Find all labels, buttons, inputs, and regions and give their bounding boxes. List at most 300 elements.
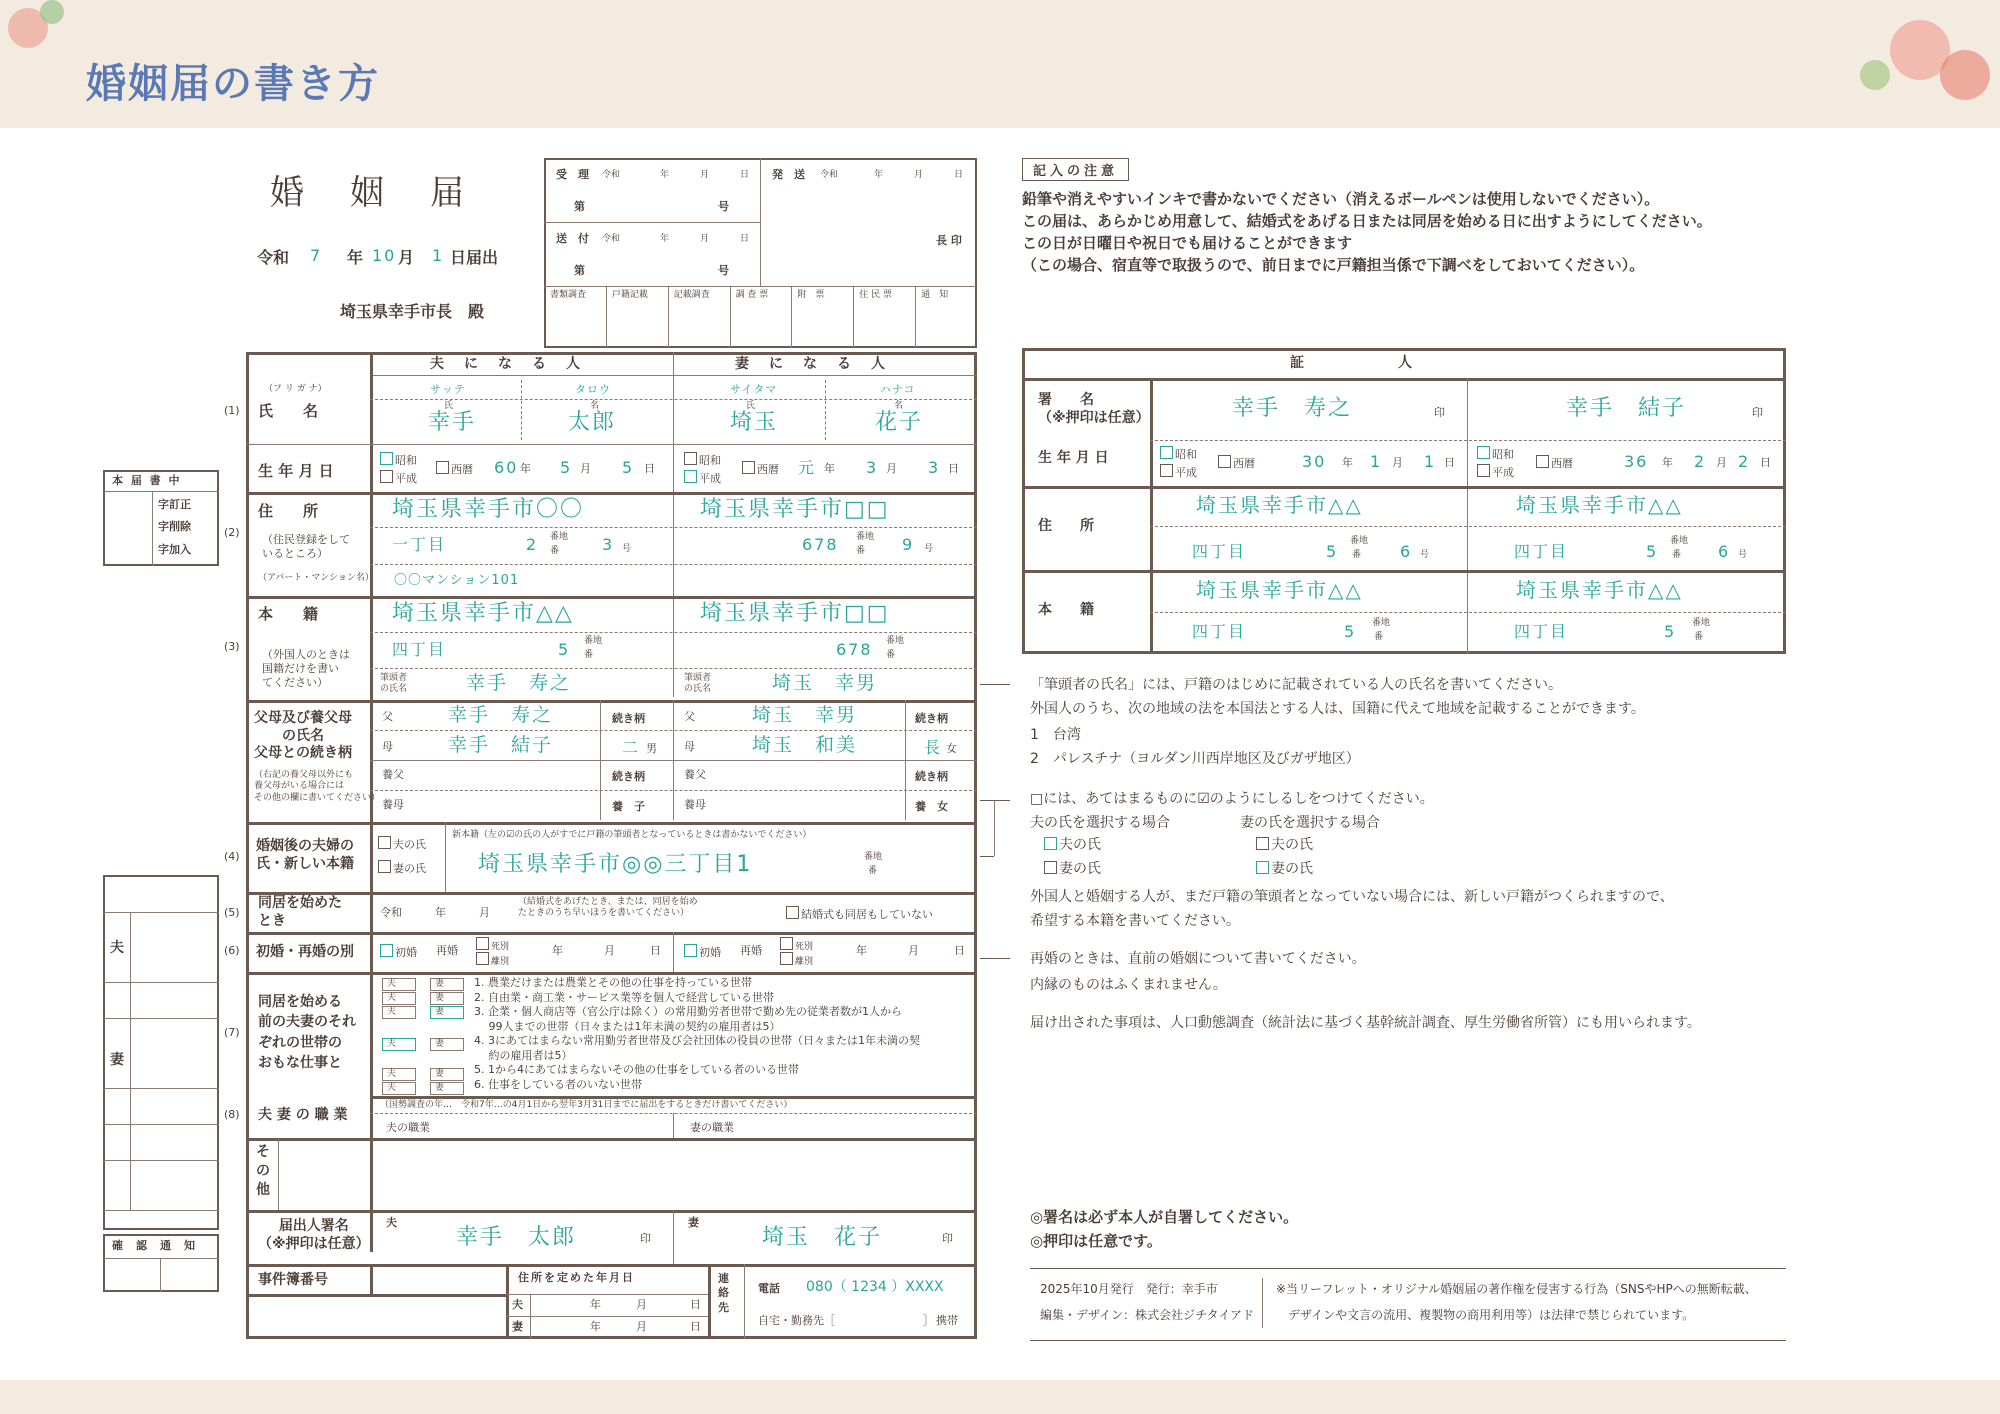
given-small-w: 名 xyxy=(894,401,904,411)
w-era-showa[interactable]: 昭和 xyxy=(699,454,721,467)
witness-header: 証 人 xyxy=(1290,355,1416,371)
w-father-name[interactable]: 埼玉 幸男 xyxy=(752,704,858,726)
residence-date-label: 住所を定めた年月日 xyxy=(518,1271,635,1284)
signature-label: 届出人署名 （※押印は任意） xyxy=(258,1218,370,1252)
husband-signature[interactable]: 幸手 太郎 xyxy=(456,1225,577,1250)
h-birth-month[interactable]: 5 xyxy=(560,458,573,477)
office-reiwa-2: 令和 xyxy=(602,234,621,244)
witness-honseki-label: 本 籍 xyxy=(1038,602,1094,618)
w-month-unit: 月 xyxy=(886,462,897,475)
h-day-unit: 日 xyxy=(644,462,655,475)
head-note-1: 「筆頭者の氏名」には、戸籍のはじめに記載されている人の氏名を書いてください。 xyxy=(1030,677,1562,693)
res-h-day: 日 xyxy=(690,1298,701,1311)
w1-year-unit: 年 xyxy=(1342,456,1353,469)
witness-1-seal: 印 xyxy=(1434,406,1445,419)
h-head-label: 筆頭者 の氏名 xyxy=(380,673,408,695)
head-note-2: 外国人のうち、次の地域の法を本国法とする人は、国籍に代えて地域を記載することができます。 xyxy=(1030,701,1645,717)
h-h-banchi: 番地 xyxy=(584,636,603,646)
w2-ban: 番 xyxy=(1672,550,1682,560)
office-year-3: 年 xyxy=(874,170,884,180)
husband-given[interactable]: 太郎 xyxy=(568,410,617,435)
row-number-1: (1) xyxy=(224,404,240,417)
strip-husband: 夫 xyxy=(110,940,124,956)
w1-h-ban: 番 xyxy=(1374,632,1384,642)
h-mt-day: 日 xyxy=(650,944,661,957)
sign-note-2: ◎押印は任意です。 xyxy=(1030,1232,1162,1250)
row-number-5: (5) xyxy=(224,906,240,919)
wife-furigana-surname[interactable]: サイタマ xyxy=(730,383,778,396)
witness-sign-label: 署 名 （※押印は任意） xyxy=(1038,392,1150,426)
occupation-option-1: 1. 農業だけまたは農業とその他の仕事を持っている世帯 xyxy=(474,976,752,989)
w-address-num[interactable]: 678 xyxy=(802,535,839,554)
case-h-opt-h: 夫の氏 xyxy=(1059,837,1101,853)
honseki-label: 本 籍 xyxy=(258,605,319,623)
office-month-3: 月 xyxy=(914,170,924,180)
footer-left-2: 編集・デザイン：株式会社ジチタイアド xyxy=(1040,1308,1254,1322)
h-banchi: 番地 xyxy=(550,532,569,542)
husband-furigana-given[interactable]: タロウ xyxy=(575,383,611,396)
wife-occupation-box-4[interactable]: 妻 xyxy=(430,1038,464,1051)
office-day-3: 日 xyxy=(954,170,964,180)
w1-seireki[interactable]: 西暦 xyxy=(1233,457,1255,470)
witness-1-name[interactable]: 幸手 寿之 xyxy=(1232,396,1353,421)
husband-occupation-box-5[interactable]: 夫 xyxy=(382,1068,416,1081)
office-go-1: 号 xyxy=(718,200,729,213)
case-w-opt-w: 妻の氏 xyxy=(1271,861,1313,877)
husband-occupation-box-2[interactable]: 夫 xyxy=(382,992,416,1005)
res-w-month: 月 xyxy=(636,1320,647,1333)
witness-2-seal: 印 xyxy=(1752,406,1763,419)
dispatch-label: 発 送 xyxy=(772,168,805,181)
w2-year-unit: 年 xyxy=(1662,456,1673,469)
cohabit-none[interactable]: 結婚式も同居もしていない xyxy=(801,908,933,921)
office-day-2: 日 xyxy=(740,234,750,244)
cohabit-note: （結婚式をあげたとき、または、同居を始め たときのうち早いほうを書いてください） xyxy=(518,897,698,919)
husband-seal: 印 xyxy=(640,1232,651,1245)
office-no-1: 第 xyxy=(574,200,585,213)
h-mother-name[interactable]: 幸手 結子 xyxy=(448,734,554,756)
h-apartment[interactable]: 〇〇マンション101 xyxy=(394,573,520,588)
w2-birth-month[interactable]: 2 xyxy=(1694,452,1707,471)
row-number-4: (4) xyxy=(224,850,240,863)
h-father-name[interactable]: 幸手 寿之 xyxy=(448,704,554,726)
w-relation-suffix: 女 xyxy=(946,742,957,755)
h-year-unit: 年 xyxy=(520,462,531,475)
h-address[interactable]: 埼玉県幸手市〇〇 xyxy=(392,497,585,522)
occupation-label-2: 夫 妻 の 職 業 xyxy=(258,1107,348,1123)
correction-item-3: 字加入 xyxy=(158,543,191,556)
w2-showa[interactable]: 昭和 xyxy=(1492,448,1514,461)
sign-note-1: ◎署名は必ず本人が自署してください。 xyxy=(1030,1208,1299,1226)
row-number-8: (8) xyxy=(224,1108,240,1121)
census-note: （国勢調査の年… 令和7年…の4月1日から翌年3月31日までに届出をするときだけ書いてください） xyxy=(380,1100,793,1110)
w1-showa[interactable]: 昭和 xyxy=(1175,448,1197,461)
address-label: 住 所 xyxy=(258,502,319,520)
w1-honseki[interactable]: 埼玉県幸手市△△ xyxy=(1196,578,1363,602)
surname-choice-label: 婚姻後の夫婦の 氏・新しい本籍 xyxy=(256,838,354,872)
w1-h-banchi: 番地 xyxy=(1372,618,1391,628)
note-line-1: 鉛筆や消えやすいインキで書かないでください（消えるボールペンは使用しないでください）。 xyxy=(1022,190,1660,208)
occupation-label: 同居を始める 前の夫妻のそれ ぞれの世帯の おもな仕事と xyxy=(258,994,356,1071)
w2-birth-year[interactable]: 36 xyxy=(1624,452,1649,471)
h-h-ban: 番 xyxy=(584,650,594,660)
w2-day-unit: 日 xyxy=(1760,456,1771,469)
case-h-opt-w: 妻の氏 xyxy=(1059,861,1101,877)
w1-go[interactable]: 6 xyxy=(1400,542,1413,561)
occupation-option-6: 約の雇用者は5） xyxy=(474,1048,573,1062)
wife-signature[interactable]: 埼玉 花子 xyxy=(762,1225,883,1250)
date-year-unit: 年 xyxy=(347,248,364,267)
office-go-2: 号 xyxy=(718,264,729,277)
wife-surname[interactable]: 埼玉 xyxy=(730,410,779,435)
w1-block[interactable]: 四丁目 xyxy=(1192,542,1247,561)
h-mt-year: 年 xyxy=(552,944,563,957)
row-number-2: (2) xyxy=(224,526,240,539)
w-relation[interactable]: 長 xyxy=(924,738,943,757)
footer-left-1: 2025年10月発行 発行：幸手市 xyxy=(1040,1282,1218,1296)
w2-h-banchi: 番地 xyxy=(1692,618,1711,628)
occupation-option-4: 99人までの世帯（日々または1年未満の契約の雇用者は5） xyxy=(474,1019,781,1033)
cohabit-date[interactable]: 令和 年 月 xyxy=(380,906,490,919)
w-era-seireki[interactable]: 西暦 xyxy=(757,463,779,476)
parents-sub: （右記の養父母以外にも 養父母がいる場合には その他の欄に書いてください） xyxy=(254,770,381,803)
h-father-label: 父 xyxy=(382,710,393,723)
wife-case: 妻の氏を選択する場合 xyxy=(1240,815,1380,831)
row-number-7: (7) xyxy=(224,1026,240,1039)
w1-heisei[interactable]: 平成 xyxy=(1175,466,1197,479)
w1-banchi: 番地 xyxy=(1350,536,1369,546)
remarriage-note-2: 内縁のものはふくまれません。 xyxy=(1030,977,1227,993)
note-line-4: （この場合、宿直等で取扱うので、前日までに戸籍担当係で下調べをしておいてください）。 xyxy=(1022,256,1645,274)
office-day-1: 日 xyxy=(740,170,750,180)
witness-2-name[interactable]: 幸手 結子 xyxy=(1566,396,1687,421)
name-label: 氏 名 xyxy=(258,402,319,420)
w-banchi: 番地 xyxy=(856,532,875,542)
h-adopt-rel: 続き柄 xyxy=(612,770,645,783)
h-era-showa[interactable]: 昭和 xyxy=(395,454,417,467)
h-adopt-mother: 養母 xyxy=(382,798,404,811)
w-go: 号 xyxy=(924,544,934,554)
office-reiwa-3: 令和 xyxy=(820,170,839,180)
footer-right-2: デザインや文言の流用、複製物の商用利用等）は法律で禁じられています。 xyxy=(1276,1308,1695,1322)
arrow-surname-note xyxy=(980,800,994,801)
flower-decoration-right-3 xyxy=(1860,60,1890,90)
w2-h-block[interactable]: 四丁目 xyxy=(1514,622,1569,641)
h-address-num[interactable]: 2 xyxy=(526,535,539,554)
flower-decoration-right-2 xyxy=(1940,50,1990,100)
stats-note: 届け出された事項は、人口動態調査（統計法に基づく基幹統計調査、厚生労働省所管）にも用いられます。 xyxy=(1030,1015,1701,1031)
witness-birth-label: 生 年 月 日 xyxy=(1038,450,1109,466)
w1-address[interactable]: 埼玉県幸手市△△ xyxy=(1196,493,1363,517)
w-adopt-rel: 続き柄 xyxy=(915,770,948,783)
h-adopt-father: 養父 xyxy=(382,768,404,781)
occupation-option-8: 6. 仕事をしている者のいない世帯 xyxy=(474,1077,642,1091)
correction-title: 本 届 書 中 xyxy=(112,474,182,487)
w2-month-unit: 月 xyxy=(1716,456,1727,469)
note-line-3: この日が日曜日や祝日でも届けることができます xyxy=(1022,234,1353,252)
w-adopt-father: 養父 xyxy=(684,768,706,781)
surname-small-w: 氏 xyxy=(746,401,756,411)
w-h-banchi: 番地 xyxy=(886,636,905,646)
mobile-label[interactable]: 携帯 xyxy=(936,1314,958,1327)
head-note-4: 2 パレスチナ（ヨルダン川西岸地区及びガザ地区） xyxy=(1030,751,1360,767)
date-month-unit: 月 xyxy=(398,248,415,267)
w-remarriage[interactable]: 再婚 xyxy=(740,944,762,957)
w2-address[interactable]: 埼玉県幸手市△△ xyxy=(1516,493,1683,517)
correction-item-2: 字削除 xyxy=(158,520,191,533)
w-birth-year[interactable]: 元 xyxy=(798,458,817,477)
w2-block[interactable]: 四丁目 xyxy=(1514,542,1569,561)
w-year-unit: 年 xyxy=(824,462,835,475)
w2-seireki[interactable]: 西暦 xyxy=(1551,457,1573,470)
strip-wife: 妻 xyxy=(110,1052,124,1068)
row-number-3: (3) xyxy=(224,640,240,653)
foreign-note-2: 希望する本籍を書いてください。 xyxy=(1030,913,1240,929)
h-remarriage[interactable]: 再婚 xyxy=(436,944,458,957)
apartment-label: （アパート・マンション名） xyxy=(258,573,374,583)
w2-heisei[interactable]: 平成 xyxy=(1492,466,1514,479)
check-note: □には、あてはまるものに☑のようにしるしをつけてください。 xyxy=(1030,791,1434,807)
footer-right-1: ※当リーフレット・オリジナル婚姻届の著作権を侵害する行為（SNSやHPへの無断転載、 xyxy=(1276,1282,1757,1296)
address-sub: （住民登録をして いるところ） xyxy=(262,533,350,560)
w1-month-unit: 月 xyxy=(1392,456,1403,469)
h-birth-year[interactable]: 60 xyxy=(494,458,519,477)
h-honseki-num[interactable]: 5 xyxy=(558,640,571,659)
w2-go-unit: 号 xyxy=(1738,550,1748,560)
w-day-unit: 日 xyxy=(948,462,959,475)
h-relation[interactable]: 二 xyxy=(622,738,641,757)
sign-wife-label: 妻 xyxy=(688,1216,699,1229)
furigana-label: （フ リ ガ ナ） xyxy=(264,384,327,394)
wife-seal: 印 xyxy=(942,1232,953,1245)
husband-occupation-box-4[interactable]: 夫 xyxy=(382,1038,416,1051)
res-w-year: 年 xyxy=(590,1320,601,1333)
h-birth-day[interactable]: 5 xyxy=(622,458,635,477)
occupation-option-7: 5. 1から4にあてはまらないその他の仕事をしている者のいる世帯 xyxy=(474,1063,799,1076)
wife-furigana-given[interactable]: ハナコ xyxy=(880,383,916,396)
work-label[interactable]: 自宅・勤務先［ ］ xyxy=(758,1314,934,1327)
new-honseki-label: 新本籍（左の☑の氏の人がすでに戸籍の筆頭者となっているときは書かないでください） xyxy=(452,830,812,840)
w1-birth-day[interactable]: 1 xyxy=(1424,452,1437,471)
date-year[interactable]: 7 xyxy=(310,246,323,265)
header-wife: 妻 に な る 人 xyxy=(735,356,888,372)
opt-husband-surname[interactable]: 夫の氏 xyxy=(393,838,426,851)
w1-h-num[interactable]: 5 xyxy=(1344,622,1357,641)
h-address-go[interactable]: 3 xyxy=(602,535,615,554)
wife-occupation-box-2[interactable]: 妻 xyxy=(430,992,464,1005)
foreign-note-1: 外国人と婚姻する人が、まだ戸籍の筆頭者となっていない場合には、新しい戸籍がつくられますので、 xyxy=(1030,889,1674,905)
date-month[interactable]: 10 xyxy=(372,246,397,265)
head-note-3: 1 台湾 xyxy=(1030,727,1081,743)
w1-go-unit: 号 xyxy=(1420,550,1430,560)
correction-item-1: 字訂正 xyxy=(158,498,191,511)
office-month-1: 月 xyxy=(700,170,710,180)
w1-h-block[interactable]: 四丁目 xyxy=(1192,622,1247,641)
occupation-option-5: 4. 3にあてはまらない常用勤労者世帯及び会社団体の役員の世帯（日々または1年未満の契 xyxy=(474,1034,920,1047)
w1-birth-month[interactable]: 1 xyxy=(1370,452,1383,471)
occupation-option-2: 2. 自由業・商工業・サービス業等を個人で経営している世帯 xyxy=(474,990,774,1004)
w-ban: 番 xyxy=(856,546,866,556)
husband-occupation-box-3[interactable]: 夫 xyxy=(382,1006,416,1019)
w-first-marriage[interactable]: 初婚 xyxy=(699,946,721,959)
h-address-block[interactable]: 一丁目 xyxy=(392,535,447,554)
h-month-unit: 月 xyxy=(580,462,591,475)
office-check-3: 記載調査 xyxy=(673,290,710,300)
case-number-label: 事件簿番号 xyxy=(258,1272,328,1288)
arrow-remarriage-note xyxy=(980,958,1010,959)
h-era-seireki[interactable]: 西暦 xyxy=(451,463,473,476)
husband-case: 夫の氏を選択する場合 xyxy=(1030,815,1170,831)
h-honseki-block[interactable]: 四丁目 xyxy=(392,640,447,659)
new-banchi: 番地 xyxy=(864,852,883,862)
header-husband: 夫 に な る 人 xyxy=(430,356,583,372)
receipt-label: 受 理 xyxy=(556,168,589,181)
office-year-2: 年 xyxy=(660,234,670,244)
honseki-sub: （外国人のときは 国籍だけを書い てください） xyxy=(262,648,350,689)
other-label: そ の 他 xyxy=(256,1144,270,1198)
h-relation-suffix: 男 xyxy=(646,742,657,755)
husband-occupation-box-1[interactable]: 夫 xyxy=(382,978,416,991)
w-death[interactable]: 死別 xyxy=(795,942,814,952)
w1-ban: 番 xyxy=(1352,550,1362,560)
row-number-6: (6) xyxy=(224,944,240,957)
h-ban: 番 xyxy=(550,546,560,556)
send-label: 送 付 xyxy=(556,232,589,245)
page-title: 婚姻届の書き方 xyxy=(86,61,380,107)
h-era-heisei[interactable]: 平成 xyxy=(395,472,417,485)
w-mother-name[interactable]: 埼玉 和美 xyxy=(752,734,858,756)
marriage-type-label: 初婚・再婚の別 xyxy=(256,944,354,960)
husband-furigana-surname[interactable]: サッテ xyxy=(430,383,466,396)
w2-h-num[interactable]: 5 xyxy=(1664,622,1677,641)
husband-job[interactable]: 夫の職業 xyxy=(386,1121,430,1134)
w2-h-ban: 番 xyxy=(1694,632,1704,642)
office-year-1: 年 xyxy=(660,170,670,180)
addressee: 埼玉県幸手市長 殿 xyxy=(340,302,485,321)
w-address-go[interactable]: 9 xyxy=(902,535,915,554)
chief-seal-label: 長 印 xyxy=(936,234,962,247)
husband-occupation-box-6[interactable]: 夫 xyxy=(382,1082,416,1095)
wife-occupation-box-5[interactable]: 妻 xyxy=(430,1068,464,1081)
confirm-notice-label: 確 認 通 知 xyxy=(112,1239,196,1252)
w-birth-day[interactable]: 3 xyxy=(928,458,941,477)
case-w-opt-h: 夫の氏 xyxy=(1271,837,1313,853)
w-mt-month: 月 xyxy=(908,944,919,957)
w-honseki-num[interactable]: 678 xyxy=(836,640,873,659)
w-honseki[interactable]: 埼玉県幸手市□□ xyxy=(700,601,890,626)
office-check-1: 書類調査 xyxy=(550,290,587,300)
w-divorce[interactable]: 離別 xyxy=(795,957,814,967)
new-honseki[interactable]: 埼玉県幸手市◎◎三丁目1 xyxy=(478,852,753,877)
office-check-2: 戸籍記載 xyxy=(611,290,648,300)
w-mt-year: 年 xyxy=(856,944,867,957)
office-no-2: 第 xyxy=(574,264,585,277)
wife-occupation-box-6[interactable]: 妻 xyxy=(430,1082,464,1095)
witness-address-label: 住 所 xyxy=(1038,518,1094,534)
arrow-head-note xyxy=(980,684,1010,685)
w-mt-day: 日 xyxy=(954,944,965,957)
h-divorce[interactable]: 離別 xyxy=(491,957,510,967)
office-check-4: 調 査 票 xyxy=(735,290,769,300)
w-mother-label: 母 xyxy=(684,740,695,753)
res-wife: 妻 xyxy=(512,1320,523,1333)
w1-day-unit: 日 xyxy=(1444,456,1455,469)
surname-small-h: 氏 xyxy=(444,401,454,411)
w1-birth-year[interactable]: 30 xyxy=(1302,452,1327,471)
occupation-option-3: 3. 企業・個人商店等（官公庁は除く）の常用勤労者世帯で勤め先の従業者数が1人から xyxy=(474,1005,902,1018)
h-mt-month: 月 xyxy=(604,944,615,957)
sign-husband-label: 夫 xyxy=(386,1216,397,1229)
w2-num[interactable]: 5 xyxy=(1646,542,1659,561)
w2-banchi: 番地 xyxy=(1670,536,1689,546)
office-check-7: 通 知 xyxy=(921,290,949,300)
phone-number[interactable]: 080（ 1234 ）XXXX xyxy=(806,1279,944,1295)
date-day[interactable]: 1 xyxy=(432,246,445,265)
h-honseki[interactable]: 埼玉県幸手市△△ xyxy=(392,601,574,626)
w2-go[interactable]: 6 xyxy=(1718,542,1731,561)
notes-tag: 記入の注意 xyxy=(1022,158,1129,181)
w-address[interactable]: 埼玉県幸手市□□ xyxy=(700,497,890,522)
remarriage-note-1: 再婚のときは、直前の婚姻について書いてください。 xyxy=(1030,951,1366,967)
w1-num[interactable]: 5 xyxy=(1326,542,1339,561)
given-small-h: 名 xyxy=(590,401,600,411)
w-era-heisei[interactable]: 平成 xyxy=(699,472,721,485)
note-line-2: この届は、あらかじめ用意して、結婚式をあげる日または同居を始める日に出すようにしてください。 xyxy=(1022,212,1712,230)
wife-given[interactable]: 花子 xyxy=(875,410,924,435)
contact-label: 連 絡 先 xyxy=(718,1272,729,1314)
new-ban: 番 xyxy=(868,866,878,876)
date-suffix: 日届出 xyxy=(450,248,499,267)
h-death[interactable]: 死別 xyxy=(491,942,510,952)
w-relation-label: 続き柄 xyxy=(915,712,948,725)
flower-decoration-left-2 xyxy=(40,0,64,24)
res-husband: 夫 xyxy=(512,1298,523,1311)
wife-occupation-box-1[interactable]: 妻 xyxy=(430,978,464,991)
office-check-5: 附 票 xyxy=(797,290,825,300)
w-adopt-daughter: 養 女 xyxy=(915,800,948,813)
w2-birth-day[interactable]: 2 xyxy=(1738,452,1751,471)
h-head-name[interactable]: 幸手 寿之 xyxy=(466,672,572,694)
h-mother-label: 母 xyxy=(382,740,393,753)
w-h-ban: 番 xyxy=(886,650,896,660)
birth-label: 生 年 月 日 xyxy=(258,462,334,480)
w-head-name[interactable]: 埼玉 幸男 xyxy=(772,672,878,694)
h-go: 号 xyxy=(622,544,632,554)
opt-wife-surname[interactable]: 妻の氏 xyxy=(393,862,426,875)
office-check-6: 住 民 票 xyxy=(859,290,893,300)
h-relation-label: 続き柄 xyxy=(612,712,645,725)
parents-label: 父母及び養父母 の氏名 父母との続き柄 xyxy=(254,710,352,761)
wife-job[interactable]: 妻の職業 xyxy=(690,1121,734,1134)
w-birth-month[interactable]: 3 xyxy=(866,458,879,477)
phone-label: 電話 xyxy=(758,1282,780,1295)
h-adopt-son: 養 子 xyxy=(612,800,645,813)
husband-surname[interactable]: 幸手 xyxy=(428,410,477,435)
office-month-2: 月 xyxy=(700,234,710,244)
res-w-day: 日 xyxy=(690,1320,701,1333)
w2-honseki[interactable]: 埼玉県幸手市△△ xyxy=(1516,578,1683,602)
form-title: 婚 姻 届 xyxy=(270,173,470,213)
wife-occupation-box-3[interactable]: 妻 xyxy=(430,1006,464,1019)
h-first-marriage[interactable]: 初婚 xyxy=(395,946,417,959)
w-father-label: 父 xyxy=(684,710,695,723)
w-head-label: 筆頭者 の氏名 xyxy=(684,673,712,695)
cohabit-label: 同居を始めた とき xyxy=(258,895,342,929)
res-h-month: 月 xyxy=(636,1298,647,1311)
date-prefix: 令和 xyxy=(257,248,290,267)
w-adopt-mother: 養母 xyxy=(684,798,706,811)
office-reiwa-1: 令和 xyxy=(602,170,621,180)
